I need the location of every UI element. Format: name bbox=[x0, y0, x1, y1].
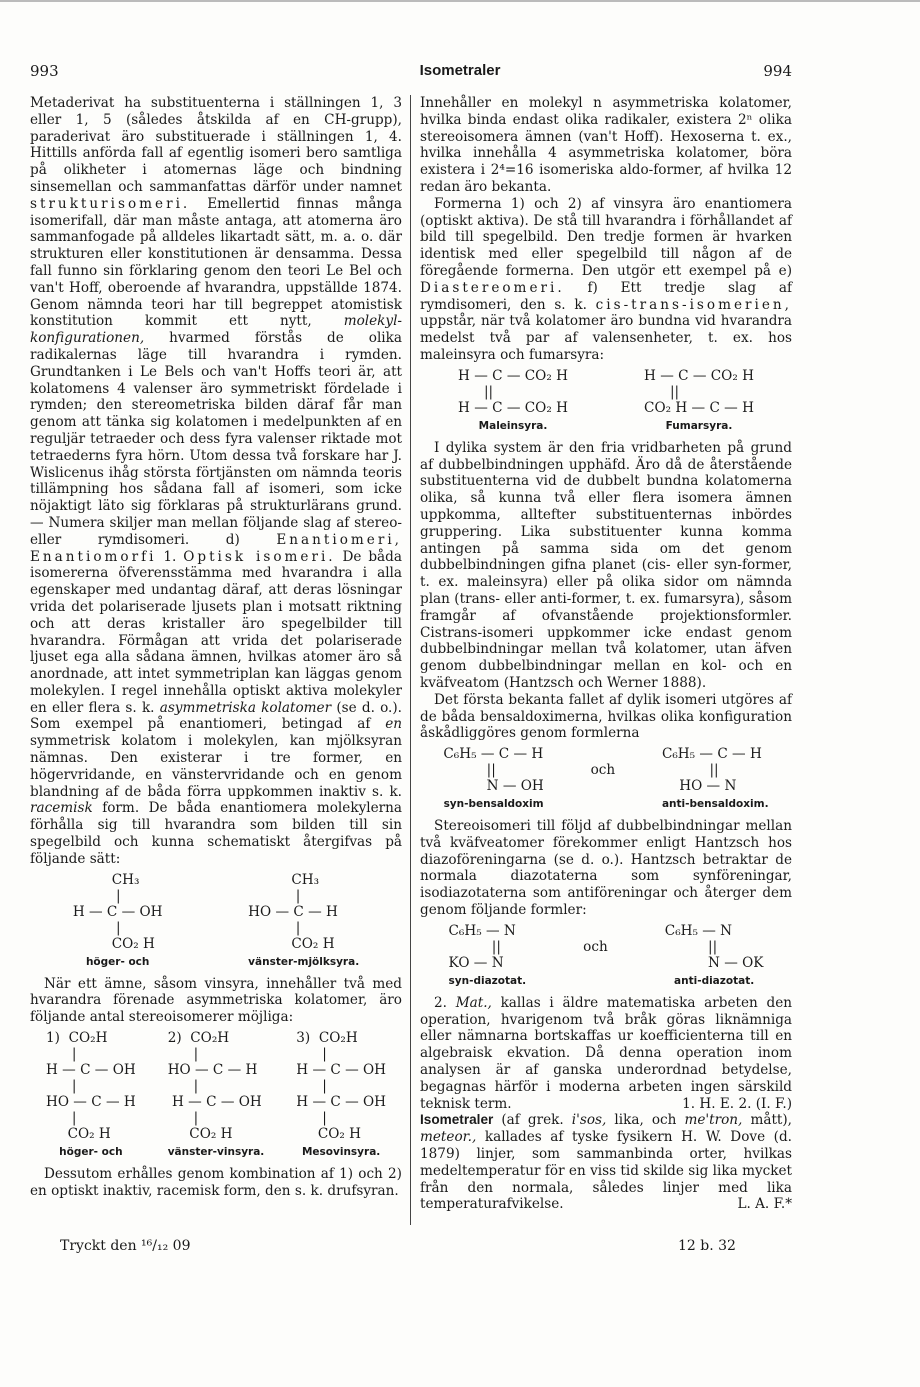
page-number-right: 994 bbox=[763, 62, 792, 80]
formula-caption: Maleinsyra. bbox=[478, 419, 548, 432]
formula-structure: CH₃ | H — C — OH | CO₂ H bbox=[72, 871, 163, 952]
paragraph: 2. Mat., kallas i äldre matematiska arbeten den operation, hvarigenom två bråk göras liknämniga eller nämnarna bortskaffas ur koefficienterna till en algebraisk ekvation. Då denna operation inom analysen är af ganska underordnad betydelse, begagnas härför i moderna arbeten ingen särskild teknisk term. 1. H. E. 2. (I. F.) bbox=[420, 994, 792, 1112]
formula-structure: C₆H₅ — N || N — OK bbox=[664, 922, 764, 971]
paragraph: När ett ämne, såsom vinsyra, innehåller två med hvarandra förenade asymmetriska kolatomer, äro följande antal stereoisomerer möjliga: bbox=[30, 975, 402, 1026]
paragraph: Formerna 1) och 2) af vinsyra äro enantiomera (optiskt aktiva). De stå till hvarandra i förhållandet af bild till spegelbild. Den tredje formen är hvarken identisk med eller spegelbild till någon af de föregående formerna. Den utgör ett exempel på e) Diastereomeri. f) Ett tredje slag af rymdisomeri, den s. k. cis-trans-isomerien, uppstår, när två kolatomer äro bundna vid hvarandra medelst två par af valensenheter, t. ex. hos maleinsyra och fumarsyra: bbox=[420, 195, 792, 363]
formula-structure: 3) CO₂H | H — C — OH | H — C — OH | CO₂ H bbox=[296, 1030, 386, 1143]
formula-caption: syn-diazotat. bbox=[448, 974, 527, 987]
paragraph: Metaderivat ha substituenterna i ställningen 1, 3 eller 1, 5 (således åtskilda af en CH-grupp), paraderivat äro substituerade i ställningen 1, 4. Hittills anförda fall af egentlig isomeri bero samtliga på olikheter i atomernas läge och bindning sinsemellan och sammanfattas därför under namnet strukturisomeri. Emellertid finnas många isomerifall, där man måste antaga, att atomerna äro sammanfogade på alldeles likartadt sätt, m. a. o. där strukturen eller konstitutionen är densamma. Dessa fall funno sin förklaring genom den teori Le Bel och van't Hoff, oberoende af hvarandra, uppställde 1874. Genom nämnda teori har till begreppet atomistisk konstitution kommit ett nytt, molekyl-konfigurationen, hvarmed förstås de olika radikalernas läge till hvarandra i rymden. Grundtanken i Le Bels och van't Hoffs teori är, att kolatomens 4 valenser äro symmetriskt fördelade i rymden; den stereometriska bilden däraf får man genom att tänka sig kolatomen i medelpunkten af en reguljär tetraeder och dess fyra valenser riktade mot tetraederns fyra hörn. Utom dessa två forskare har J. Wislicenus ihåg största förtjänsten om nämnda teoris tillämpning hos sådana fall af isomeri, som icke nöjaktigt läto sig förklaras på strukturlärans grund. — Numera skiljer man mellan följande slag af stereo- eller rymdisomeri. d) Enantiomeri, Enantiomorfi 1. Optisk isomeri. De båda isomererna öfverensstämma med hvarandra i alla egenskaper med undantag däraf, att deras lösningar vrida det polariserade ljusets plan i motsatt riktning och att deras kristaller äro spegelbilder till hvarandra. Förmågan att vrida det polariserade ljuset ega alla sådana ämnen, hvilkas atomer äro så anordnade, att intet symmetriplan kan läggas genom molekylen. I regel innehålla optiskt aktiva molekyler en eller flera s. k. asymmetriska kolatomer (se d. o.). Som exempel på enantiomeri, betingad af en symmetrisk kolatom i molekylen, kan mjölksyran nämnas. Den existerar i tre former, en högervridande, en vänstervridande och en genom blandning af de båda förra uppkommen inaktiv s. k. racemisk form. De båda enantiomera molekylerna förhålla sig till hvarandra som bilden till sin spegelbild och kunna schematiskt återgifvas på följande sätt: bbox=[30, 95, 403, 867]
paragraph: Det första bekanta fallet af dylik isomeri utgöres af de båda bensaldoximerna, hvilkas olika konfiguration åskådliggöres genom formlerna bbox=[420, 691, 792, 742]
right-column bbox=[420, 95, 792, 1213]
formula-caption: vänster-mjölksyra. bbox=[248, 955, 360, 968]
entry-isometraler: Isometraler (af grek. i'sos, lika, och me'tron, mått), meteor., kallades af tyske fysikern H. W. Dove (d. 1879) linjer, som sammanbinda orter, hvilkas medeltemperatur för en viss tid skilde sig lika mycket från den normala, således linjer med lika temperaturafvikelse. L. A. F.* bbox=[420, 1112, 792, 1213]
formula-conjunction: och bbox=[590, 762, 616, 779]
formula-conjunction: och bbox=[583, 938, 608, 955]
formula-caption: Mesovinsyra. bbox=[301, 1146, 381, 1159]
formula-structure: H — C — CO₂ H || H — C — CO₂ H bbox=[458, 367, 568, 416]
formula-caption: syn-bensaldoxim bbox=[443, 798, 544, 811]
formula-structure: C₆H₅ — C — H || HO — N bbox=[661, 746, 762, 795]
formula-caption: Fumarsyra. bbox=[665, 419, 733, 432]
print-date: Tryckt den ¹⁶/₁₂ 09 bbox=[60, 1238, 191, 1254]
formula-diazotate bbox=[420, 923, 792, 989]
entry-headword: Isometraler bbox=[420, 1112, 494, 1128]
formula-structure: 1) CO₂H | H — C — OH | HO — C — H | CO₂ H bbox=[45, 1030, 136, 1143]
formula-structure: 2) CO₂H | HO — C — H | H — C — OH | CO₂ H bbox=[167, 1030, 262, 1143]
page-title: Isometraler bbox=[419, 62, 501, 79]
signature-mark: 12 b. 32 bbox=[678, 1238, 736, 1254]
top-rule bbox=[0, 0, 920, 2]
column-divider bbox=[410, 95, 411, 1225]
paragraph: Innehåller en molekyl n asymmetriska kolatomer, hvilka binda endast olika radikaler, existera 2ⁿ olika stereoisomera ämnen (van't Hoff). Hexoserna t. ex., hvilka innehålla 4 asymmetriska kolatomer, böra existera i 2⁴=16 isomeriska aldo-former, af hvilka 12 redan äro bekanta. bbox=[420, 95, 792, 195]
paragraph: Stereoisomeri till följd af dubbelbindningar mellan två kväfveatomer förekommer enligt Hantzsch hos diazoföreningarna (se d. o.). Hantzsch betraktar de normala diazotaterna som synföreningar, isodiazotaterna som antiföreningar och återger dem genom följande formler: bbox=[420, 818, 792, 919]
formula-tartaric-acid bbox=[30, 1030, 402, 1160]
author-signature: L. A. F.* bbox=[737, 1196, 792, 1213]
paragraph: I dylika system är den fria vridbarheten på grund af dubbelbindningen upphäfd. Äro då de återstående substituenterna vid de dubbelt bundna kolatomerna olika, så kunna två eller flera isomera ämnen uppkomma, alltefter substituenternas inbördes gruppering. Lika substituenter kunna komma antingen på samma sida om det genom dubbelbindningen gifna planet (cis- eller syn-former, t. ex. maleinsyra) eller på olika sidor om nämnda plan (trans- eller anti-former, t. ex. fumarsyra), såsom framgår af ofvanstående projektionsformler. Cistrans-isomeri uppkommer icke endast genom dubbelbindningar mellan två kolatomer, utan äfven genom dubbelbindningar mellan en kol- och en kväfveatom (Hantzsch och Werner 1888). bbox=[420, 439, 792, 691]
left-column bbox=[30, 95, 402, 1200]
author-signature: 1. H. E. 2. (I. F.) bbox=[682, 1095, 792, 1112]
page-number-left: 993 bbox=[30, 62, 59, 80]
formula-structure: C₆H₅ — C — H || N — OH bbox=[443, 746, 544, 795]
formula-benzaldoxime bbox=[420, 746, 792, 812]
formula-caption: höger- och bbox=[59, 1146, 123, 1159]
formula-caption: anti-bensaldoxim. bbox=[661, 798, 769, 811]
paragraph: Dessutom erhålles genom kombination af 1) och 2) en optiskt inaktiv, racemisk form, den s. k. drufsyran. bbox=[30, 1166, 402, 1199]
formula-caption: vänster-vinsyra. bbox=[167, 1146, 265, 1159]
formula-lactic-acid bbox=[30, 872, 402, 970]
formula-structure: CH₃ | HO — C — H | CO₂ H bbox=[248, 871, 338, 952]
formula-caption: höger- och bbox=[85, 955, 150, 968]
formula-caption: anti-diazotat. bbox=[674, 974, 755, 987]
formula-structure: H — C — CO₂ H || CO₂ H — C — H bbox=[644, 367, 754, 416]
formula-maleic-fumaric bbox=[420, 368, 792, 434]
formula-structure: C₆H₅ — N || KO — N bbox=[448, 922, 516, 971]
